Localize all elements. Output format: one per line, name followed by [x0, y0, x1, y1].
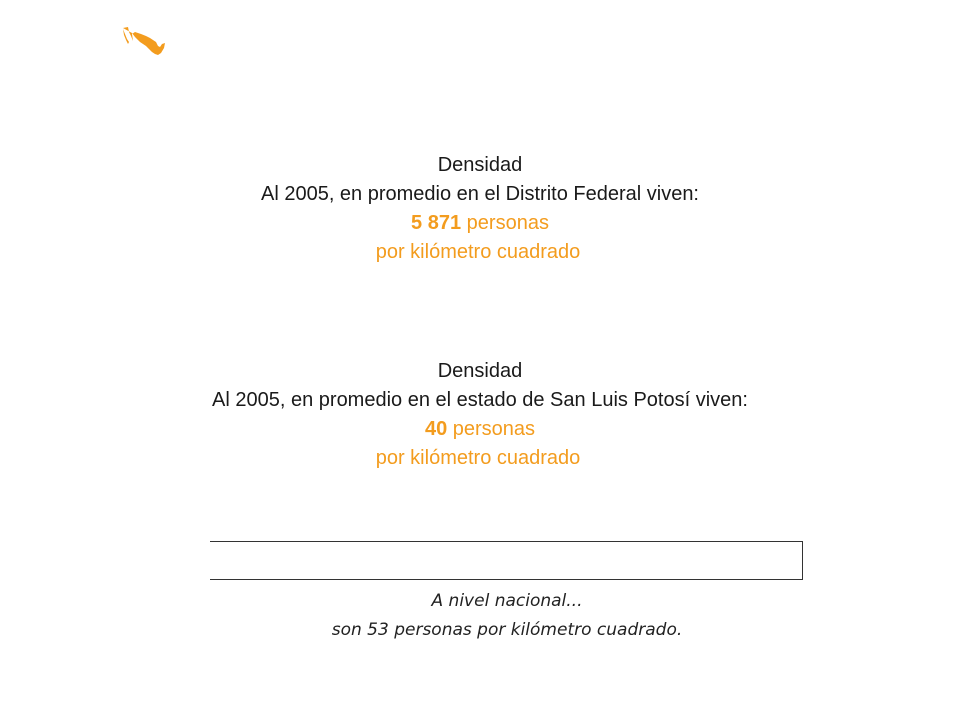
density-value: 40 — [424, 418, 448, 440]
density-value-line — [0, 209, 960, 238]
density-sentence: Al 2005, en promedio en el Distrito Federal viven: — [260, 183, 699, 205]
national-intro: A nivel nacional... — [431, 591, 583, 611]
density-unit: por kilómetro cuadrado — [375, 241, 581, 263]
empty-answer-box — [210, 541, 803, 580]
density-heading: Densidad — [437, 360, 523, 382]
density-value-suffix: personas — [461, 212, 549, 234]
density-unit: por kilómetro cuadrado — [375, 447, 581, 469]
density-value: 5 871 — [411, 212, 462, 234]
density-sentence: Al 2005, en promedio en el estado de San Luis Potosí viven: — [212, 389, 748, 411]
density-block-distrito-federal — [0, 151, 960, 267]
density-block-san-luis-potosi — [0, 357, 960, 473]
national-density: son 53 personas por kilómetro cuadrado. — [331, 620, 683, 640]
density-value-line — [0, 415, 960, 444]
density-value-suffix: personas — [447, 418, 536, 440]
mexico-map-icon — [120, 24, 168, 64]
density-heading: Densidad — [437, 154, 523, 176]
